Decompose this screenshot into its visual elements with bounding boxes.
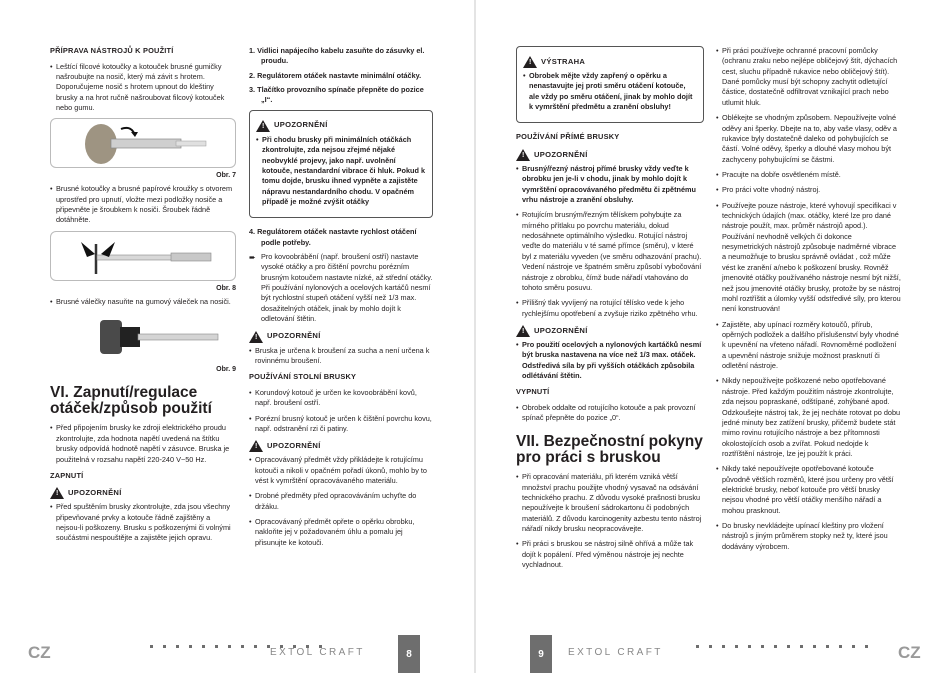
page-number: 9 [530,635,552,673]
warning-label: UPOZORNĚNÍ [274,120,328,130]
list-item: • Nikdy nepoužívejte poškozené nebo opotřebované nástroje. Před každým použitím nástroje zkontrolujte, zda nejsou popraskané, odštípané, zohýbané apod. Odzkoušejte nástroj tak, že jej necháte rotovat po dobu jedné minuty bez zatížení brusky, přičemž budete stát mimo rovinu rotujícího nástroje a bez přítomnosti okolostojících osob a zvířat. Pokud nedojde k roztříštění nástroje, lze jej použít k práci. [716,376,902,459]
warning-box [516,46,704,123]
list-item: • Opracovávaný předmět opřete o opěrku obrobku, nakloňte jej v požadovaném úhlu a pomalu jej přisunujte ke kotouči. [249,517,433,548]
warning-header [256,120,426,132]
list-item: • Brusný/řezný nástroj přímé brusky vždy veďte k obrobku jen je-li v chodu, jinak by mohlo dojít k vymrštění opracovávaného předmětu či zpětnému vrhu nástroje a zranění obsluhy. [516,164,704,205]
left-col-2 [249,46,433,553]
straight-grinder-heading: POUŽÍVÁNÍ PŘÍMÉ BRUSKY [516,132,620,142]
note-text: Pro kovoobrábění (např. broušení ostří) nastavte vysoké otáčky a pro čištění povrchu porézním brusným kotoučem nastavte nízké, až střední otáčky. Při používání nylonových a ocelových kartáčů nesmí být rychlostní stupeň otáčení vyšší než 1/3 max. dosažitelných otáček, jinak by mohlo dojít k odletování štětin. [261,252,433,324]
warning-text: • Při chodu brusky při minimálních otáčkách zkontrolujte, zda nejsou zřejmé nějaké neobvyklé projevy, jako např. uvolnění kotouče, nestandardní vibrace či hluk. Pokud k tomu dojde, brusku ihned vypněte a zajistěte nápravu nestandardního chodu. V opačném případě je možné zvýšit otáčky [256,135,426,208]
list-item: • Do brusky nevkládejte upínací kleštiny pro vložení nástrojů s jiným průměrem stopky než ty, které jsou dodávány výrobcem. [716,521,902,552]
warning-label: VÝSTRAHA [541,56,586,66]
warning-box [249,110,433,219]
warning-icon: ! [50,487,64,499]
language-code: CZ [898,642,921,662]
prep-heading: PŘÍPRAVA NÁSTROJŮ K POUŽITÍ [50,46,174,55]
felt-wheel-illustration [51,119,236,168]
warning-icon: ! [516,325,530,337]
list-item: • Používejte pouze nástroje, které vyhovují specifikaci v technických údajích (max. otáčky, které lze pro dané nástroje použít, max. průměr nástrojů apod.). Používání nevhodně velkých či dokonce nesymetrických nástrojů způsobuje nadměrné vibrace a neumožňuje to brusku správně ovládat , což může vést ke zranění a/nebo k poškození brusky. Rovněž jmenovité otáčky používaného nástroje nesmí být nižší, než jsou jmenovité otáčky brusky, protože by se nástroj mohl roztříštit a úlomky vyšší odstředivé síly, pro kterou není konstruován! [716,201,902,315]
page-left [0,0,474,673]
footer-dots [696,645,868,649]
table-grinder-heading: POUŽÍVÁNÍ STOLNÍ BRUSKY [249,372,357,382]
warning-text: • Obrobek mějte vždy zapřený o opěrku a nenastavujte jej proti směru otáčení kotouče, ale vždy po směru otáčení, jinak by mohlo dojít k vymrštění předmětu a zranění obsluhy! [523,71,697,112]
list-item: • Před připojením brusky ke zdroji elektrického proudu zkontrolujte, zda hodnota napětí uvedená na štítku brusky odpovídá hodnotě napětí v zásuvce. Bruska je použitelná v rozsahu napětí 220-240 V~50 Hz. [50,423,236,464]
warning-icon: ! [523,56,537,68]
page-number: 8 [398,635,420,673]
note-item [249,252,433,325]
list-item: • Pro použití ocelových a nylonových kartáčků nesmí být bruska nastavena na více než 1/3 max. otáček. Odstředivá síla by při vyšších otáčkách způsobila odlétávání štětin. [516,340,704,381]
section-title-vi: VI. Zapnutí/regulace otáček/způsob použití [50,383,212,418]
right-col-1 [516,46,704,575]
switch-heading: ZAPNUTÍ [50,470,84,480]
warning-label: UPOZORNĚNÍ [267,440,321,450]
step-item: 3. Tlačítko provozního spínače přepněte do pozice „I“. [249,85,424,105]
sanding-disc-illustration [51,232,236,281]
page-right [476,0,950,673]
list-item: • Porézní brusný kotouč je určen k čištění povrchu kovu, např. odstranění rzi či patiny. [249,414,433,435]
list-item: • Přílišný tlak vyvíjený na rotující tělísko vede k jeho rychlejšímu opotřebení a zvyšuje riziko zpětného vrhu. [516,298,704,319]
step-item: 4. Regulátorem otáček nastavte rychlost otáčení podle potřeby. [249,227,417,247]
footer-right [476,633,950,673]
arrow-right-icon: ➨ [249,253,256,263]
section-title-vii: VII. Bezpečnostní pokyny pro práci s bruskou [516,432,703,466]
warning-label: UPOZORNĚNÍ [534,325,588,335]
warning-icon: ! [249,440,263,452]
warning-header [249,331,433,343]
list-item: • Zajistěte, aby upínací rozměry kotoučů, přírub, opěrných podložek a dalšího příslušenství byly vhodné k upevnění na vřeteno nářadí. Rovnoměrné podložení a upevnění nástroje snižuje možnost prasknutí či odletění nástroje. [716,320,902,372]
list-item: • Při opracování materiálu, při kterém vzniká větší množství prachu použijte vhodný vysavač na odsávání technického prachu. Z důvodu vysoké prašnosti brusku nepoužívejte k broušení sádrokartonu či podobných materiálů. Z důvodu karcinogenity azbestu tento nástroj nářadí nikdy brusku neopracovávejte. [516,472,704,534]
list-item: • Leštící filcové kotoučky a kotouček brusné gumičky našroubujte na nosič, který má závit s hrotem. Doporučujeme nosič s hrotem upnout do kleštiny brusky a na hrot ručně našroubovat filcový kotouček nebo gumu. [50,62,236,114]
brand-logo: EXTOL CRAFT [568,646,663,658]
list-item: • Obrobek oddalte od rotujícího kotouče a pak provozní spínač přepněte do pozice „0“. [516,403,704,424]
figure-7 [50,118,236,168]
warning-header [516,149,704,161]
list-item: • Před spuštěním brusky zkontrolujte, zda jsou všechny připevňované prvky a kotouče řádně zajištěny a nejsou-li poškozeny. Brusku s poškozenými či volnými součástmi nespouštějte a zajistěte jejich opravu. [50,502,236,543]
sanding-drum-illustration [50,312,236,362]
fig9-label: Obr. 9 [216,365,236,373]
list-item: • Brusné kotoučky a brusné papírové kroužky s otvorem uprostřed pro upnutí, vložte mezi podložky nosiče a připevněte je šroubkem k nosiči. Šroubek řádně dotáhněte. [50,184,236,225]
language-code: CZ [28,642,51,662]
left-col-1 [50,46,236,549]
fig8-label: Obr. 8 [216,284,236,292]
list-item: • Opracovávaný předmět vždy přikládejte k rotujícímu kotouči a nikoli v opačném pořadí úkonů, mohlo by to vést k vymrštění opracovávaného materiálu. [249,455,433,486]
warning-label: UPOZORNĚNÍ [534,149,588,159]
list-item: • Rotujícím brusným/řezným tělískem pohybujte za mírného přítlaku po povrchu materiálu, dokud nedosáhnete optimálního výsledku. Rotující nástroj veďte do materiálu v té samé přímce (směru), v které byl z materiálu vyveden (ve směru odhazování prachu). Vedení nástroje ve špatném směru způsobí vybočování nástroje z obrobku, čímž bude nářadí vtahováno do tohoto směru posuvu. [516,210,704,293]
warning-header [516,325,704,337]
list-item: • Bruska je určena k broušení za sucha a není určena k rovinnému broušení. [249,346,433,367]
warning-header [50,487,236,499]
step-item: 2. Regulátorem otáček nastavte minimální otáčky. [249,70,422,80]
list-item: • Pracujte na dobře osvětleném místě. [716,170,902,180]
warning-header [249,440,433,452]
list-item: • Oblékejte se vhodným způsobem. Nepoužívejte volné oděvy ani šperky. Dbejte na to, aby vaše vlasy, oděv a rukavice byly dostatečně daleko od pohybujících se částí. Volné oděvy, šperky a dlouhé vlasy mohou být zachyceny pohybujícími se částmi. [716,113,902,165]
list-item: • Nikdy také nepoužívejte opotřebované kotouče původně větších rozměrů, které jsou určeny pro větší elektrické brusky, neboť kotouče pro větší brusky nejsou vhodné pro větší otáčky menšího nářadí a mohou prasknout. [716,464,902,516]
warning-label: UPOZORNĚNÍ [267,331,321,341]
warning-header [523,56,697,68]
warning-icon: ! [249,331,263,343]
footer-left [0,633,474,673]
list-item: • Brusné válečky nasuňte na gumový váleček na nosiči. [50,297,236,307]
list-item: • Pro práci volte vhodný nástroj. [716,185,902,195]
right-col-2 [716,46,902,557]
warning-label: UPOZORNĚNÍ [68,488,122,498]
warning-icon: ! [516,149,530,161]
off-heading: VYPNUTÍ [516,387,550,397]
brand-logo: EXTOL CRAFT [270,646,365,658]
list-item: • Korundový kotouč je určen ke kovoobrábění kovů, např. broušení ostří. [249,388,433,409]
fig7-label: Obr. 7 [216,172,236,180]
figure-8 [50,231,236,281]
warning-icon: ! [256,120,270,132]
list-item: • Při práci používejte ochranné pracovní pomůcky (ochranu zraku nebo nejlépe obličejový štít, dýchacích cest, sluchu případně rukavice nebo obličejový štít). Dané pomůcky musí být schopny zachytit odletující částice, dostatečně odfiltrovat vznikající prach nebo utlumit hluk. [716,46,902,108]
list-item: • Drobné předměty před opracováváním uchyťte do držáku. [249,491,433,512]
step-item: 1. Vidlici napájecího kabelu zasuňte do zásuvky el. proudu. [249,46,425,66]
figure-9 [50,312,236,362]
list-item: • Při práci s bruskou se nástroj silně ohřívá a může tak dojít k popálení. Před výměnou nástroje jej nechte vychladnout. [516,539,704,570]
